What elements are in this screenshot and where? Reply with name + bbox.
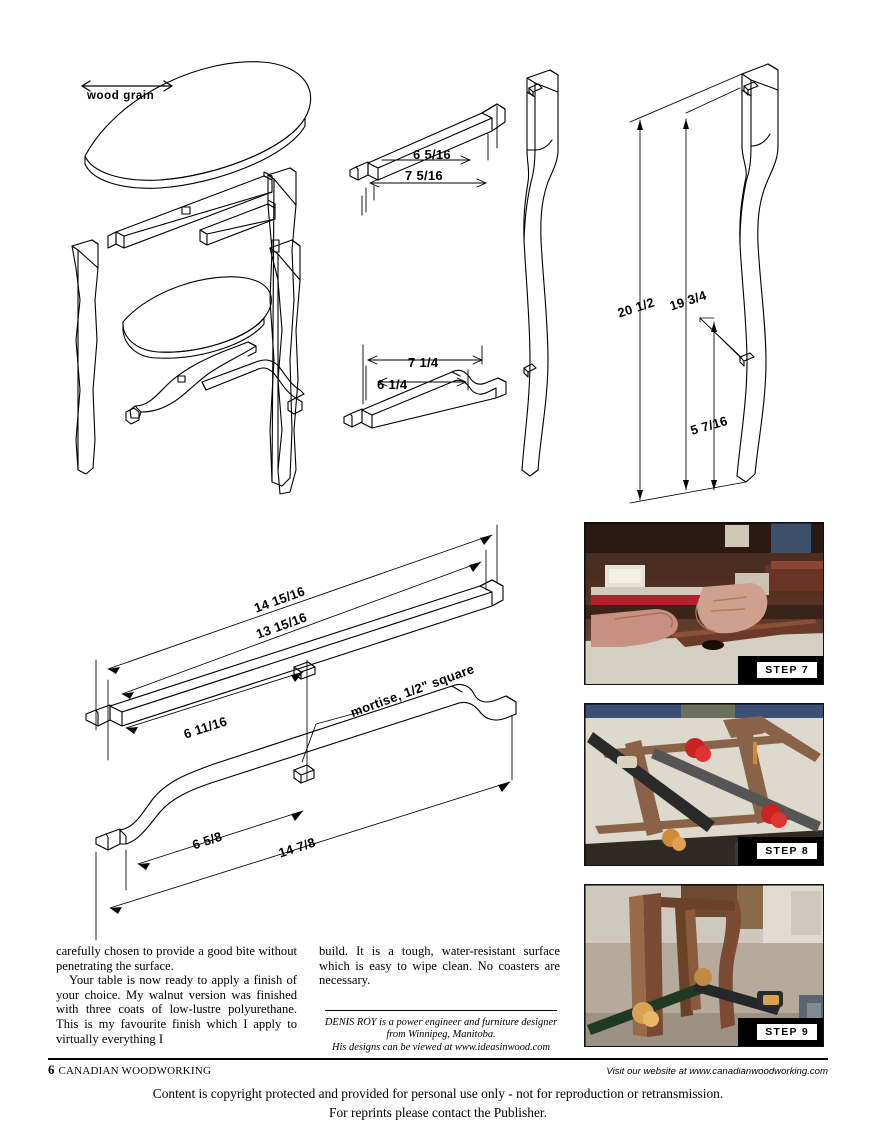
article-column-left [56,944,297,1054]
footer-divider [48,1058,828,1060]
dim-apron-shaped-outer: 7 1/4 [408,355,439,370]
mortise-note-label: mortise, 1/2" square [348,661,477,720]
byline-line-1: DENIS ROY is a power engineer and furniture designer [324,1016,558,1028]
dim-leg-to-apron: 19 3/4 [667,287,709,314]
step-8-badge: STEP 8 [756,842,818,860]
dim-apron-shaped-inner: 6 1/4 [377,377,408,392]
magazine-masthead: CANADIAN WOODWORKING [58,1065,212,1077]
dim-leg-overall: 20 1/2 [615,294,657,321]
byline-line-2: from Winnipeg, Manitoba. [386,1029,496,1041]
dim-stretcher-top-shoulder: 13 15/16 [254,609,309,642]
copyright-line-1: Content is copyright protected and provided for personal use only - not for reproduction or retransmission. [152,1086,724,1101]
paragraph-finish: Your table is now ready to apply a finish of your choice. My walnut version was finished with three coats of low-lustre polyurethane. This is my favourite finish which I apply to virtually everything I [56,973,297,1046]
copyright-line-2: For reprints please contact the Publisher. [329,1105,547,1120]
article-column-right [319,944,560,1054]
step-7-badge-wrap [738,656,823,684]
step-8-badge-wrap [738,837,823,865]
step-7-badge: STEP 7 [756,661,818,679]
article-body [56,944,560,1054]
step-9-badge-wrap [738,1018,823,1046]
step-9-badge: STEP 9 [756,1023,818,1041]
author-byline [323,1017,559,1054]
leg-profile-drawings [522,64,778,503]
byline-divider [325,1010,557,1011]
dim-stretcher-bottom-overall: 14 7/8 [276,834,318,861]
page-footer [48,1062,828,1078]
dim-stretcher-top-overall: 14 15/16 [252,583,307,616]
dim-apron-top-outer: 7 5/16 [405,168,443,183]
photo-step-7 [584,522,824,685]
dim-stretcher-bottom-mortise: 6 5/8 [190,828,224,853]
photo-step-8 [584,703,824,866]
dim-stretcher-top-mortise: 6 11/16 [181,713,229,742]
byline-line-3: His designs can be viewed at www.ideasinwood.com [332,1041,550,1053]
dim-apron-top-inner: 6 5/16 [413,147,451,162]
copyright-notice [0,1084,876,1122]
photo-step-9 [584,884,824,1047]
assembly-drawing [72,62,311,494]
footer-left [48,1062,211,1078]
wood-grain-label: wood grain [87,90,155,102]
website-note: Visit our website at www.canadianwoodworking.com [606,1066,828,1077]
page-number: 6 [48,1062,55,1077]
dim-leg-stretcher: 5 7/16 [688,413,730,438]
paragraph-surface: build. It is a tough, water-resistant surface which is easy to wipe clean. No coasters are necessary. [319,944,560,988]
paragraph-continued: carefully chosen to provide a good bite without penetrating the surface. [56,944,297,973]
